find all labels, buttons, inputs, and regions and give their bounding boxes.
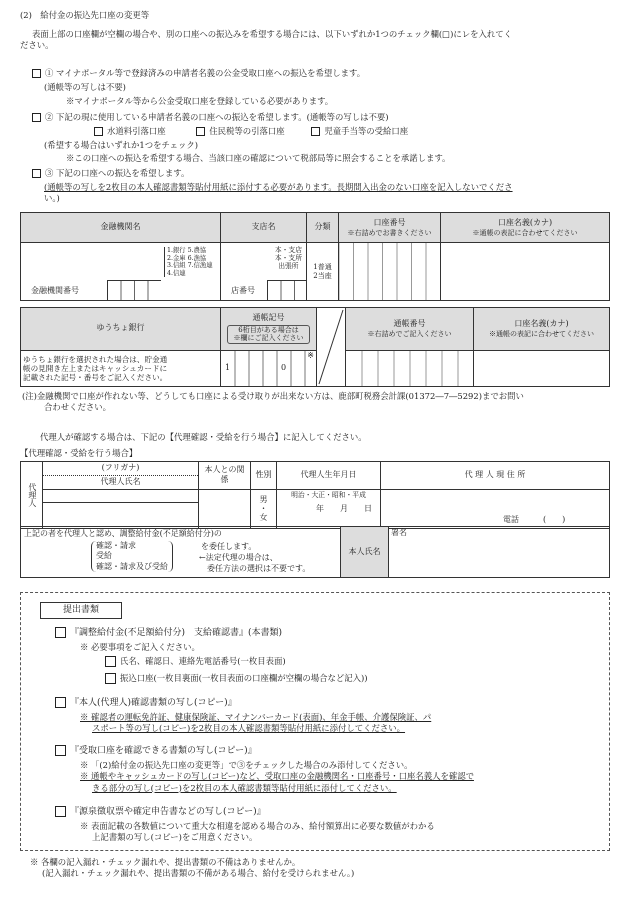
option-1 [32, 68, 365, 79]
bank-types [164, 247, 213, 277]
account-holder-header [441, 213, 610, 243]
account-number-label: 口座番号 [373, 217, 406, 227]
delegation-line-3: ←法定代理の場合は、 [199, 553, 278, 562]
option-1-label: ① マイナポータル等で登録済みの申請者名義の公金受取口座への振込を希望します。 [45, 68, 366, 78]
bank-name-header: 金融機関名 [21, 213, 221, 243]
agent-name-field[interactable] [43, 502, 199, 528]
doc-3-note-3: きる部分の写し(コピー)を2枚目の本人確認書類等貼付用紙に添付してください。 [92, 782, 397, 793]
yucho-symbol-note-2: ※欄にご記入ください [233, 334, 304, 343]
section-intro [20, 29, 617, 52]
yucho-symbol-prefix: 1 [225, 362, 231, 372]
notice-line-1: (注)金融機関で口座が作れない等、どうしても口座による受け取りが出来ない方は、鹿部町税務会計課(01372―7―5292)までお問い [22, 391, 524, 401]
account-holder-note: ※通帳の表記に合わせてください [472, 228, 578, 237]
agent-address-field[interactable] [381, 489, 610, 528]
footer-line-2: (記入漏れ・チェック漏れや、提出書類の不備がある場合、給付を受けられません。) [42, 868, 355, 879]
bank-types-1: 1.銀行 5.農協 [167, 247, 207, 254]
bank-code-label: 金融機関番号 [31, 286, 79, 296]
agent-name-header: 代理人氏名 [43, 475, 199, 489]
doc-3-note-2: ※ 通帳やキャッシュカードの写し(コピー)など、受取口座の金融機関名・口座番号・口座名義人を確認で [80, 771, 474, 782]
option-2c-label: 児童手当等の受給口座 [324, 126, 409, 136]
branch-types-3: 出張所 [278, 262, 299, 271]
footer-line-1: ※ 各欄の記入漏れ・チェック漏れや、提出書類の不備はありませんか。 [30, 857, 301, 867]
agent-birth-field[interactable] [277, 489, 381, 528]
agent-address-header: 代 理 人 現 住 所 [381, 462, 610, 490]
bank-code-boxes[interactable] [107, 280, 161, 300]
doc-4-note-1: ※ 表面記載の各数値について重大な相違を認める場合のみ、給付額算出に必要な数値がわかる [80, 821, 435, 831]
yucho-number-cell[interactable] [346, 350, 474, 386]
principal-name-header: 本人氏名 [341, 527, 389, 578]
yucho-symbol-note [227, 325, 310, 344]
delegation-line-2: を委任します。 [201, 542, 257, 551]
branch-name-header: 支店名 [221, 213, 307, 243]
option-2c-checkbox[interactable] [311, 127, 320, 136]
bank-types-2: 2.金庫 6.漁協 [167, 254, 207, 262]
account-type-1: 1普通 [313, 263, 332, 272]
doc-2-note-1: ※ 確認者の運転免許証、健康保険証、マイナンバーカード(表面)、年金手帳、介護保険証、パ [80, 712, 432, 722]
bank-account-table [20, 212, 610, 301]
yucho-symbol-digit5: 0 [281, 362, 287, 372]
doc-1-checkbox[interactable] [55, 627, 66, 638]
yucho-number-header [346, 308, 474, 351]
account-type-2: 2当座 [313, 271, 332, 280]
option-1-sub: (通帳等の写しは不要) [44, 82, 126, 92]
branch-types-1: 本・支店 [274, 246, 302, 254]
yucho-symbol-label: 通帳記号 [252, 312, 285, 322]
yucho-table [20, 307, 610, 387]
intro-line-1: 表面上部の口座欄が空欄の場合や、別の口座への振込みを希望する場合には、以下いずれか1つのチェック欄(□)にレを入れてく [32, 29, 512, 39]
yucho-number-label: 通帳番号 [393, 319, 426, 329]
yucho-number-note: ※右詰めでご記入ください [367, 329, 452, 338]
agent-sex-dot: ・ [259, 504, 268, 513]
delegation-text-cell [21, 527, 341, 578]
doc-1-note: ※ 必要事項をご記入ください。 [80, 642, 200, 652]
option-2-label: ② 下記の現に使用している申請者名義の口座への振込を希望します。(通帳等の写しは不要) [45, 112, 389, 122]
doc-3-note-1: ※ 「(2)給付金の振込先口座の変更等」で③をチェックした場合のみ添付してください。 [80, 760, 413, 770]
agent-furigana-field[interactable] [43, 489, 199, 502]
doc-1b-label: 振込口座(一枚目裏面(一枚目表面の口座欄が空欄の場合など記入)) [120, 673, 368, 683]
delegation-choice-a[interactable]: 確認・請求 [96, 541, 136, 550]
yucho-symbol-note-1: 6桁目がある場合は [238, 325, 299, 334]
agent-sex-header: 性別 [251, 462, 277, 490]
doc-1-item-b [105, 673, 368, 684]
yucho-slash [317, 308, 345, 386]
account-number-cell[interactable] [339, 243, 441, 301]
option-1-checkbox[interactable] [32, 69, 41, 78]
doc-4-note-2: 上記書類の写し(コピー)をご用意ください。 [92, 832, 258, 843]
doc-2-note-2: スポート等の写し(コピー)を2枚目の本人確認書類等貼付用紙に添付してください。 [92, 723, 406, 734]
yucho-holder-note: ※通帳の表記に合わせてください [489, 329, 594, 338]
bank-types-3: 3.信組 7.信漁連 [167, 262, 213, 270]
doc-2-note [80, 712, 431, 735]
doc-1a-label: 氏名、確認日、連絡先電話番号(一枚目表面) [120, 656, 286, 666]
bank-types-4: 4.信連 [167, 269, 186, 277]
agent-side-text: 代理人 [27, 482, 37, 507]
doc-3-title: 『受取口座を確認できる書類の写し(コピー)』 [70, 746, 257, 756]
agent-intro: 代理人が確認する場合は、下記の【代理確認・受給を行う場合】に記入してください。 [40, 432, 367, 442]
doc-2 [55, 697, 237, 709]
option-2b-label: 住民税等の引落口座 [209, 126, 285, 136]
agent-birth-header: 代理人生年月日 [277, 462, 381, 490]
option-2a-checkbox[interactable] [94, 127, 103, 136]
account-holder-label: 口座名義(カナ) [497, 217, 553, 227]
doc-2-title: 『本人(代理人)確認書類の写し(コピー)』 [70, 698, 237, 708]
agent-relation-header: 本人との関係 [199, 462, 251, 490]
doc-4-note [80, 821, 435, 844]
documents-header: 提出書類 [40, 602, 122, 619]
bank-name-cell[interactable] [21, 243, 221, 301]
option-3-sub [44, 182, 513, 205]
option-3-sub-line-1: (通帳等の写しを2枚目の本人確認書類等貼付用紙に添付する必要があります。長期間入出金のない口座を記入しないでくださ [44, 182, 513, 192]
intro-line-2: ださい。 [20, 40, 54, 51]
delegation-choice-b[interactable]: 受給 [96, 551, 112, 561]
yucho-holder-cell[interactable] [474, 350, 610, 386]
option-1-note: ※マイナポータル等から公金受取口座を登録している必要があります。 [66, 96, 334, 106]
account-number-header [339, 213, 441, 243]
delegation-line-4: 委任方法の選択は不要です。 [207, 564, 311, 573]
signature-label: 署名 [391, 528, 407, 537]
footer [30, 857, 354, 880]
option-2-choices [94, 126, 408, 137]
yucho-symbol-star: ※ [307, 350, 314, 360]
account-type-header: 分類 [307, 213, 339, 243]
delegation-line-1: 上記の者を代理人と認め、調整給付金(不足額給付分)の [24, 529, 222, 538]
doc-4-title: 『源泉徴収票や確定申告書などの写し(コピー)』 [70, 807, 266, 817]
yucho-desc-2: 帳の見開き左上またはキャッシュカードに [23, 363, 168, 373]
branch-code-label: 店番号 [231, 286, 255, 296]
agent-sex-female[interactable]: 女 [259, 513, 268, 523]
doc-1a-checkbox[interactable] [105, 656, 116, 667]
agent-furigana-header: (フリガナ) [43, 462, 199, 476]
doc-3-note [80, 760, 474, 794]
doc-1-item-a [105, 656, 286, 667]
branch-name-cell[interactable] [221, 243, 307, 301]
notice-line-2: 合わせください。 [44, 402, 111, 413]
option-3-label: ③ 下記の口座への振込を希望します。 [45, 168, 190, 178]
yucho-desc-3: 記載された記号・番号をご記入ください。 [23, 372, 168, 382]
account-number-note: ※右詰めでお書きください [347, 228, 432, 237]
doc-4 [55, 806, 266, 818]
agent-birth-eras: 明治・大正・昭和・平成 [291, 490, 366, 499]
account-type-cell[interactable] [307, 243, 339, 301]
yucho-separator [317, 308, 346, 387]
signature-field[interactable] [389, 527, 610, 578]
doc-3-checkbox[interactable] [55, 745, 66, 756]
doc-1b-checkbox[interactable] [105, 673, 116, 684]
branch-code-boxes[interactable] [267, 280, 307, 300]
option-2-sub: (希望する場合はいずれか1つをチェック) [44, 140, 198, 150]
yucho-description [21, 350, 221, 386]
agent-sex-male[interactable]: 男 [259, 494, 268, 504]
yucho-symbol-cell[interactable] [221, 350, 317, 386]
account-holder-cell[interactable] [441, 243, 610, 301]
delegation-table [20, 526, 610, 578]
option-2-note: ※この口座への振込を希望する場合、当該口座の確認について税部局等に照会することを承諾します。 [66, 153, 451, 163]
doc-3 [55, 745, 257, 757]
option-2b-checkbox[interactable] [196, 127, 205, 136]
yucho-holder-header [474, 308, 610, 351]
yucho-desc-1: ゆうちょ銀行を選択された場合は、貯金通 [23, 354, 168, 364]
agent-side-label [21, 462, 43, 529]
agent-birth-ymd: 年 月 日 [316, 503, 372, 513]
doc-2-checkbox[interactable] [55, 697, 66, 708]
agent-sex-field[interactable] [251, 489, 277, 528]
option-3-checkbox[interactable] [32, 169, 41, 178]
yucho-holder-label: 口座名義(カナ) [514, 319, 569, 329]
branch-types [275, 246, 302, 270]
delegation-choice-c[interactable]: 確認・請求及び受給 [96, 561, 168, 571]
agent-tel: 電話 ( ) [503, 514, 566, 524]
branch-types-2: 本・支所 [274, 254, 302, 263]
option-3-sub-line-2: い。) [44, 193, 60, 204]
option-2a-label: 水道料引落口座 [107, 126, 166, 136]
option-3 [32, 168, 189, 179]
agent-table [20, 461, 610, 529]
option-2-checkbox[interactable] [32, 113, 41, 122]
agent-title: 【代理確認・受給を行う場合】 [20, 448, 138, 458]
option-2 [32, 112, 389, 123]
agent-relation-field[interactable] [199, 489, 251, 528]
doc-1 [55, 627, 282, 639]
doc-1-title: 『調整給付金(不足額給付分) 支給確認書』(本書類) [70, 628, 283, 638]
notice [22, 391, 524, 414]
yucho-bank-header: ゆうちょ銀行 [21, 308, 221, 351]
delegation-choices [91, 541, 173, 572]
doc-4-checkbox[interactable] [55, 806, 66, 817]
section-title: (2) 給付金の振込先口座の変更等 [20, 10, 150, 20]
yucho-symbol-header [221, 308, 317, 351]
